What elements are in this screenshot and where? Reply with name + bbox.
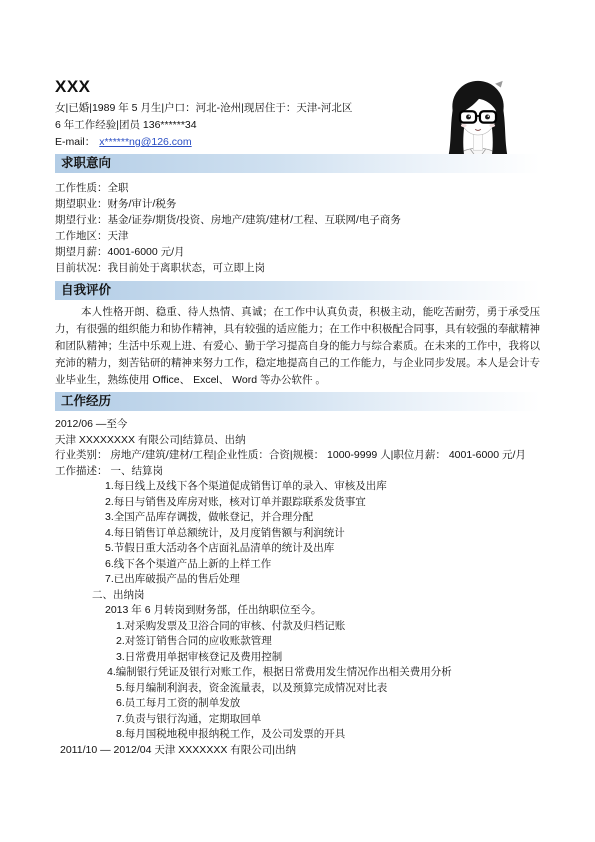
- intention-row-industry: [55, 212, 540, 228]
- duty-item: 3.全国产品库存调拨，做帐登记，并合理分配: [105, 511, 314, 523]
- job-company-position: 天津 XXXXXXXX 有限公司|结算员、出纳: [55, 433, 246, 446]
- duty-item: 7.已出库破损产品的售后处理: [105, 573, 240, 585]
- left-eye: [466, 114, 471, 119]
- experience-and-phone: 6 年工作经验|团员 136******34: [55, 119, 197, 131]
- duty-item: 2.每日与销售及库房对账，核对订单并跟踪联系发货事宜: [105, 495, 366, 508]
- duty-item: 4.编制银行凭证及银行对账工作，根据日常费用发生情况作出相关费用分析: [107, 666, 452, 678]
- intention-row-salary: [55, 244, 540, 260]
- duty-item: 7.负责与银行沟通，定期取回单: [116, 712, 262, 725]
- duty-item: 8.每月国税地税申报纳税工作，及公司发票的开具: [116, 728, 346, 740]
- neck: [473, 133, 483, 150]
- intention-row-occupation: [55, 196, 540, 212]
- job-period: 2012/06 —至今: [55, 418, 128, 430]
- email-label: E-mail：: [55, 136, 96, 148]
- job-intention-list: [55, 180, 540, 276]
- intention-row-job-type: [55, 180, 540, 196]
- description-label: 工作描述：: [55, 464, 108, 477]
- section-title: 自我评价: [61, 283, 112, 297]
- row-label: 工作性质：: [55, 182, 108, 194]
- duty-group-intro: 2013 年 6 月转岗到财务部，任出纳职位至今。: [105, 604, 322, 616]
- duty-item: 5.每月编制利润表，资金流量表，以及预算完成情况对比表: [116, 681, 388, 694]
- self-evaluation-text: 本人性格开朗、稳重、待人热情、真诚；在工作中认真负责，积极主动，能吃苦耐劳，勇于承受压力，有很强的组织能力和协作精神，具有较强的适应能力；在工作中积极配合同事，具有较强的奉献精神和团队精神；生活中乐观上进、有爱心、勤于学习提高自身的能力与综合素质。在未来的工作中，我将以充沛的精力，刻苦钻研的精神来努力工作，稳定地提高自己的工作能力，与企业同步发展。本人是会计专业毕业生，熟练使用 Office、 Excel、 Word 等办公软件 。: [55, 306, 540, 386]
- right-cheek: [489, 124, 495, 127]
- section-header-self-evaluation: [55, 281, 540, 300]
- row-label: 期望月薪：: [55, 246, 108, 258]
- right-eye-highlight: [488, 115, 490, 117]
- duty-item: 6.员工每月工资的制单发放: [116, 697, 241, 709]
- row-value: 全职: [107, 182, 129, 194]
- row-value: 4001-6000 元/月: [107, 246, 185, 258]
- duty-item: 3.日常费用单据审核登记及费用控制: [116, 650, 283, 663]
- row-label: 期望行业：: [55, 214, 108, 226]
- section-title: 求职意向: [61, 156, 112, 170]
- row-value: 我目前处于离职状态，可立即上岗: [107, 262, 265, 274]
- hair-clip: [495, 81, 503, 88]
- duty-item: 1.每日线上及线下各个渠道促成销售订单的录入、审核及出库: [105, 480, 387, 492]
- section-title: 工作经历: [61, 394, 112, 408]
- left-cheek: [461, 124, 467, 127]
- personal-details: 女|已婚|1989 年 5 月生|户口：河北-沧州|现居住于：天津-河北区: [55, 102, 353, 114]
- job-description-header: [55, 464, 540, 480]
- email-row: [55, 134, 425, 151]
- intention-row-status: [55, 260, 540, 276]
- job-details: 行业类别： 房地产/建筑/建材/工程|企业性质：合资|规模： 1000-9999 人|职位月薪： 4001-6000 元/月: [55, 449, 526, 461]
- left-eye-highlight: [469, 115, 471, 117]
- duty-item: 4.每日销售订单总额统计，及月度销售额与利润统计: [105, 526, 345, 539]
- right-eye: [485, 114, 490, 119]
- row-label: 目前状况：: [55, 262, 108, 274]
- row-value: 基金/证券/期货/投资、房地产/建筑/建材/工程、互联网/电子商务: [107, 214, 401, 226]
- duty-item: 2.对签订销售合同的应收账款管理: [116, 635, 272, 647]
- previous-job-summary: 2011/10 — 2012/04 天津 XXXXXXX 有限公司|出纳: [60, 743, 296, 756]
- basic-info: [55, 100, 425, 151]
- candidate-name: XXX: [55, 77, 91, 96]
- section-header-job-intention: [55, 154, 540, 173]
- duty-group-heading: 一、结算岗: [110, 464, 163, 477]
- row-value: 天津: [107, 230, 129, 242]
- duty-item: 5.节假日重大活动各个店面礼品清单的统计及出库: [105, 542, 335, 554]
- section-header-work-experience: [55, 392, 540, 411]
- row-value: 财务/审计/税务: [107, 198, 177, 210]
- row-label: 期望职业：: [55, 198, 108, 210]
- work-experience-list: [55, 417, 540, 758]
- email-link[interactable]: x******ng@126.com: [99, 136, 192, 148]
- duty-item: 6.线下各个渠道产品上新的上样工作: [105, 557, 272, 570]
- duty-item: 1.对采购发票及卫浴合同的审核、付款及归档记账: [116, 619, 346, 632]
- duty-group-heading: 二、出纳岗: [92, 588, 145, 601]
- intention-row-location: [55, 228, 540, 244]
- row-label: 工作地区：: [55, 230, 108, 242]
